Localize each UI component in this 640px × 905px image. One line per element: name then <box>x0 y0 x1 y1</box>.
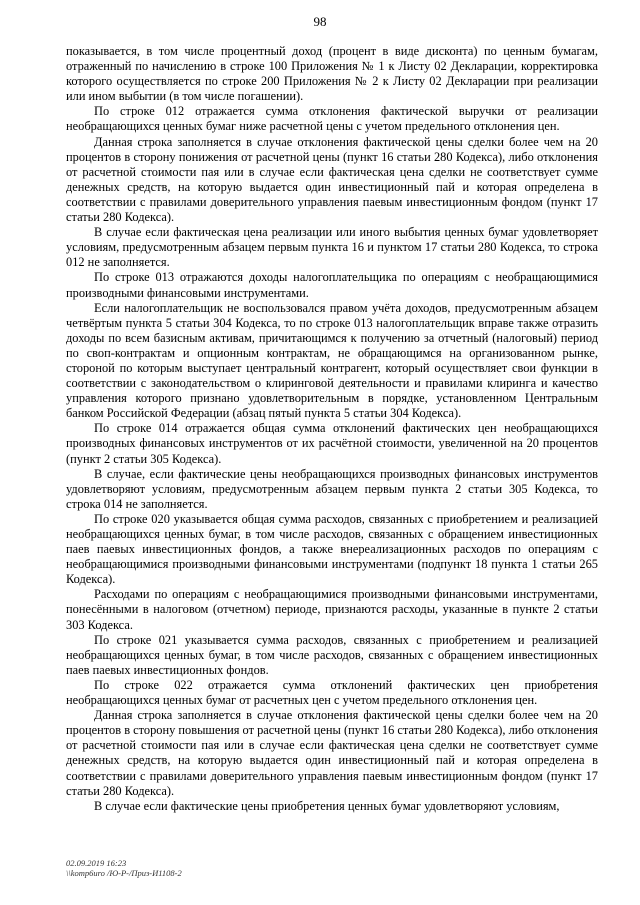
paragraph: В случае если фактическая цена реализации или иного выбытия ценных бумаг удовлетворяет условиям, предусмотренным абзацем первым пункта 16 и пунктом 17 статьи 280 Кодекса, то строка 012 не заполняется. <box>66 225 598 270</box>
paragraph: показывается, в том числе процентный доход (процент в виде дисконта) по ценным бумагам, отраженный по начислению в строке 100 Приложения № 1 к Листу 02 Декларации, корректировка которого осуществляется по строке 200 Приложения № 2 к Листу 02 Декларации при реализации или ином выбытии (в том числе погашении). <box>66 44 598 104</box>
paragraph: Если налогоплательщик не воспользовался правом учёта доходов, предусмотренным абзацем четвёртым пункта 5 статьи 304 Кодекса, то по строке 013 налогоплательщик вправе также отразить доходы по всем базисным активам, причитающимся к получению за отчетный (налоговый) период по своп-контрактам и опционным контрактам, не обращающимся на организованном рынке, стороной по которым выступает центральный контрагент, который осуществляет свои функции в соответствии с законодательством о клиринговой деятельности и правилами клиринга и качество управления которого признано удовлетворительным в порядке, установленном Центральным банком Российской Федерации (абзац пятый пункта 5 статьи 304 Кодекса). <box>66 300 598 421</box>
paragraph: По строке 020 указывается общая сумма расходов, связанных с приобретением и реализацией необращающихся ценных бумаг, в том числе расходов, связанных с обращением инвестиционных паев паевых инвестиционных фондов, а также внереализационных расходов по операциям с необращающимися производными финансовыми инструментами (подпункт 18 пункта 1 статьи 265 Кодекса). <box>66 511 598 587</box>
document-body <box>66 44 598 814</box>
page-number: 98 <box>313 14 327 29</box>
paragraph: По строке 014 отражается общая сумма отклонений фактических цен необращающихся производных финансовых инструментов от их расчётной стоимости, увеличенной на 20 процентов (пункт 2 статьи 305 Кодекса). <box>66 421 598 466</box>
paragraph: По строке 013 отражаются доходы налогоплательщика по операциям с необращающимися производными финансовыми инструментами. <box>66 270 598 300</box>
paragraph: По строке 022 отражается сумма отклонений фактических цен приобретения необращающихся ценных бумаг от расчетных цен с учетом предельного отклонения цен. <box>66 677 598 708</box>
paragraph: Данная строка заполняется в случае отклонения фактической цены сделки более чем на 20 процентов в сторону повышения от расчетной цены (пункт 16 статьи 280 Кодекса), либо отклонения от расчетной стоимости пая или в случае если фактическая цена сделки не соответствует сумме денежных средств, на которую выдается один инвестиционный пай и которая определена в соответствии с правилами доверительного управления паевым инвестиционным фондом (пункт 17 статьи 280 Кодекса). <box>66 708 598 798</box>
paragraph: По строке 012 отражается сумма отклонения фактической выручки от реализации необращающихся ценных бумаг ниже расчетной цены с учетом предельного отклонения цен. <box>66 104 598 134</box>
paragraph: В случае, если фактические цены необращающихся производных финансовых инструментов удовлетворяют условиям, предусмотренным абзацем первым пункта 2 статьи 305 Кодекса, то строка 014 не заполняется. <box>66 466 598 511</box>
paragraph: По строке 021 указывается сумма расходов, связанных с приобретением и реализацией необращающихся ценных бумаг, в том числе расходов, связанных с обращением инвестиционных паев паевых инвестиционных фондов. <box>66 632 598 677</box>
footer <box>66 858 182 878</box>
footer-path: \\komp6uro /Ю-Р-/Приз-И1108-2 <box>66 868 182 878</box>
footer-date: 02.09.2019 16:23 <box>66 858 127 868</box>
paragraph: Расходами по операциям с необращающимися производными финансовыми инструментами, понесёнными в налоговом (отчетном) периоде, признаются расходы, указанные в пункте 2 статьи 303 Кодекса. <box>66 587 598 632</box>
paragraph: Данная строка заполняется в случае отклонения фактической цены сделки более чем на 20 процентов в сторону понижения от расчетной цены (пункт 16 статьи 280 Кодекса), либо отклонения от расчетной стоимости пая или в случае если фактическая цена сделки не соответствует сумме денежных средств, на которую выдается один инвестиционный пай и которая определена в соответствии с правилами доверительного управления паевым инвестиционным фондом (пункт 17 статьи 280 Кодекса). <box>66 134 598 225</box>
paragraph: В случае если фактические цены приобретения ценных бумаг удовлетворяют условиям, <box>94 798 560 813</box>
